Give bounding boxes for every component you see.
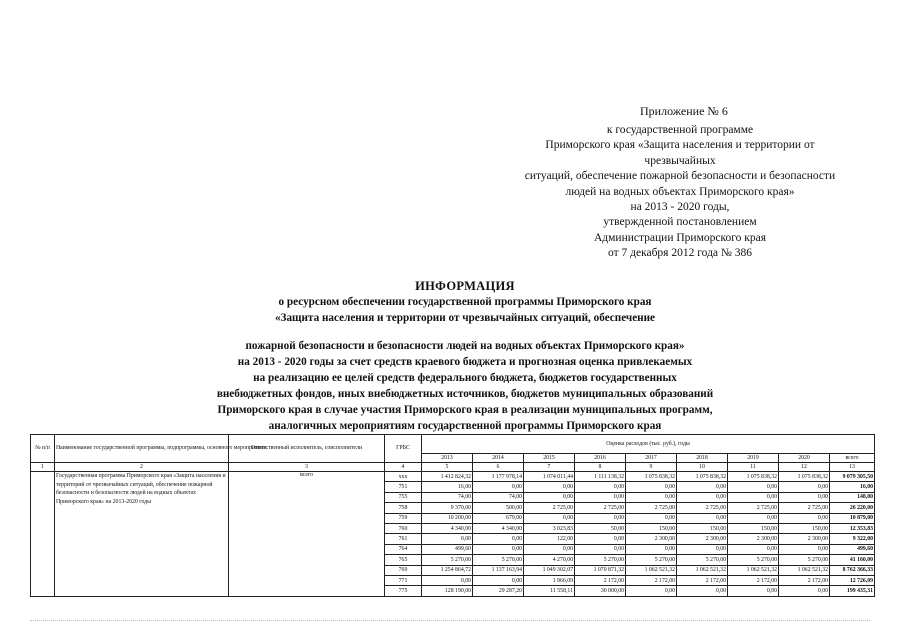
value-cell: 150,00 xyxy=(728,523,779,533)
value-cell: 1 075 838,32 xyxy=(677,472,728,482)
year-cell: 2015 xyxy=(524,454,575,463)
value-cell: 0,00 xyxy=(626,492,677,502)
value-cell: 2 300,00 xyxy=(677,534,728,544)
heading-line: о ресурсном обеспечении государственной программы Приморского края xyxy=(278,296,652,308)
value-cell: 4 340,00 xyxy=(473,523,524,533)
value-cell: 1 075 838,32 xyxy=(626,472,677,482)
resource-table xyxy=(30,434,875,597)
heading-line: на реализацию ее целей средств федерального бюджета, бюджетов государственных xyxy=(253,372,677,384)
value-cell: 1 070 871,32 xyxy=(575,565,626,575)
value-cell: 16,00 xyxy=(830,482,875,492)
value-cell: 499,60 xyxy=(830,544,875,554)
value-cell: 1 966,09 xyxy=(524,575,575,585)
value-cell: 150,00 xyxy=(677,523,728,533)
table-row xyxy=(31,472,875,482)
value-cell: 0,00 xyxy=(677,482,728,492)
value-cell: 0,00 xyxy=(779,544,830,554)
grbs-cell: 759 xyxy=(385,513,422,523)
value-cell: 0,00 xyxy=(626,513,677,523)
value-cell: 74,00 xyxy=(422,492,473,502)
value-cell: 0,00 xyxy=(626,482,677,492)
value-cell: 2 725,00 xyxy=(626,503,677,513)
value-cell: 5 270,00 xyxy=(575,555,626,565)
value-cell: 29 287,20 xyxy=(473,586,524,596)
heading-line: «Защита населения и территории от чрезвычайных ситуаций, обеспечение xyxy=(274,312,656,324)
responsible-cell: всего xyxy=(229,472,385,597)
value-cell: 0,00 xyxy=(626,586,677,596)
value-cell: 0,00 xyxy=(779,482,830,492)
value-cell: 5 270,00 xyxy=(626,555,677,565)
value-cell: 0,00 xyxy=(677,513,728,523)
value-cell: 4 340,00 xyxy=(422,523,473,533)
value-cell: 0,00 xyxy=(779,513,830,523)
value-cell: 5 270,00 xyxy=(677,555,728,565)
grbs-cell: 765 xyxy=(385,555,422,565)
value-cell: 1 075 838,32 xyxy=(779,472,830,482)
value-cell: 0,00 xyxy=(728,492,779,502)
value-cell: 2 725,00 xyxy=(677,503,728,513)
value-cell: 2 172,00 xyxy=(626,575,677,585)
value-cell: 0,00 xyxy=(677,492,728,502)
value-cell: 74,00 xyxy=(473,492,524,502)
approval-line: чрезвычайных xyxy=(644,154,716,167)
column-number-cell: 9 xyxy=(626,463,677,472)
approval-line: к государственной программе xyxy=(606,124,754,136)
value-cell: 2 300,00 xyxy=(728,534,779,544)
value-cell: 9 370,00 xyxy=(422,503,473,513)
value-cell: 1 412 824,32 xyxy=(422,472,473,482)
value-cell: 8 762 366,33 xyxy=(830,565,875,575)
header-name: Наименование государственной программы, подпрограммы, основного мероприятия xyxy=(55,435,229,463)
value-cell: 0,00 xyxy=(524,482,575,492)
table-body xyxy=(31,472,875,597)
value-cell: 2 725,00 xyxy=(524,503,575,513)
column-number-cell: 5 xyxy=(422,463,473,472)
value-cell: 3 023,83 xyxy=(524,523,575,533)
value-cell: 5 270,00 xyxy=(779,555,830,565)
value-cell: 0,00 xyxy=(575,482,626,492)
grbs-cell: 755 xyxy=(385,492,422,502)
approval-line: от 7 декабря 2012 года № 386 xyxy=(607,247,752,260)
value-cell: 50,00 xyxy=(575,523,626,533)
column-number-cell: 12 xyxy=(779,463,830,472)
program-name-cell: Государственная программа Приморского края «Защита населения и территорий от чрезвычайных ситуаций, обеспечение пожарной безопасности и безопасности людей на водных объектах Приморского края» на 2013-2020 годы xyxy=(55,472,229,597)
heading-title: ИНФОРМАЦИЯ xyxy=(415,279,515,293)
value-cell: 0,00 xyxy=(575,513,626,523)
heading-line: на 2013 - 2020 годы за счет средств краевого бюджета и прогнозная оценка привлекаемых xyxy=(237,356,693,368)
value-cell: 500,00 xyxy=(473,503,524,513)
value-cell: 1 062 521,32 xyxy=(728,565,779,575)
value-cell: 5 270,00 xyxy=(728,555,779,565)
value-cell: 0,00 xyxy=(677,544,728,554)
column-number-cell: 13 xyxy=(830,463,875,472)
value-cell: 0,00 xyxy=(779,586,830,596)
value-cell: 1 137 163,94 xyxy=(473,565,524,575)
value-cell: 0,00 xyxy=(473,575,524,585)
value-cell: 2 172,00 xyxy=(728,575,779,585)
value-cell: 2 172,00 xyxy=(677,575,728,585)
value-cell: 0,00 xyxy=(524,513,575,523)
value-cell: 150,00 xyxy=(779,523,830,533)
value-cell: 0,00 xyxy=(422,534,473,544)
column-number-cell: 7 xyxy=(524,463,575,472)
value-cell: 499,60 xyxy=(422,544,473,554)
year-cell: всего xyxy=(830,454,875,463)
value-cell: 0,00 xyxy=(575,544,626,554)
header-responsible: Ответственный исполнитель, соисполнители xyxy=(229,435,385,463)
value-cell: 30 000,00 xyxy=(575,586,626,596)
value-cell: 1 111 138,32 xyxy=(575,472,626,482)
grbs-cell: 764 xyxy=(385,544,422,554)
value-cell: 5 270,00 xyxy=(473,555,524,565)
value-cell: 1 254 864,72 xyxy=(422,565,473,575)
column-number-cell: 4 xyxy=(385,463,422,472)
heading-line: пожарной безопасности и безопасности людей на водных объектах Приморского края» xyxy=(245,340,685,352)
column-number-cell: 8 xyxy=(575,463,626,472)
heading-lines-b xyxy=(140,338,790,434)
appendix-number: Приложение № 6 xyxy=(640,104,728,118)
column-number-cell: 11 xyxy=(728,463,779,472)
year-cell: 2017 xyxy=(626,454,677,463)
table-header-row xyxy=(31,435,875,454)
value-cell: 12 726,09 xyxy=(830,575,875,585)
grbs-cell: 758 xyxy=(385,503,422,513)
grbs-cell: 751 xyxy=(385,482,422,492)
value-cell: 0,00 xyxy=(779,492,830,502)
value-cell: 2 172,00 xyxy=(779,575,830,585)
value-cell: 0,00 xyxy=(524,544,575,554)
heading-line: аналогичных мероприятиям государственной программы Приморского края xyxy=(268,420,662,432)
heading-line: внебюджетных фондов, иных внебюджетных источников, бюджетов муниципальных образований xyxy=(216,388,714,400)
value-cell: 2 300,00 xyxy=(626,534,677,544)
value-cell: 16,00 xyxy=(422,482,473,492)
value-cell: 1 074 011,44 xyxy=(524,472,575,482)
grbs-cell: 769 xyxy=(385,565,422,575)
year-cell: 2019 xyxy=(728,454,779,463)
value-cell: 2 725,00 xyxy=(575,503,626,513)
grbs-cell: ххх xyxy=(385,472,422,482)
grbs-cell: 771 xyxy=(385,575,422,585)
row-num-cell xyxy=(31,472,55,597)
table-column-number-row xyxy=(31,463,875,472)
value-cell: 1 062 521,32 xyxy=(779,565,830,575)
value-cell: 11 558,11 xyxy=(524,586,575,596)
heading-lines-a xyxy=(140,294,790,326)
document-heading xyxy=(140,278,790,434)
approval-line: Приморского края «Защита населения и территории от xyxy=(545,139,815,152)
value-cell: 0,00 xyxy=(728,513,779,523)
page-bottom-edge xyxy=(30,612,870,621)
value-cell: 679,00 xyxy=(473,513,524,523)
header-grbs: ГРБС xyxy=(385,435,422,463)
approval-line: на 2013 - 2020 годы, xyxy=(630,201,730,214)
year-cell: 2014 xyxy=(473,454,524,463)
value-cell: 2 725,00 xyxy=(728,503,779,513)
approval-line: ситуаций, обеспечение пожарной безопасности и безопасности xyxy=(524,170,836,183)
approval-block xyxy=(500,123,860,262)
year-cell: 2018 xyxy=(677,454,728,463)
value-cell: 9 079 305,50 xyxy=(830,472,875,482)
value-cell: 1 075 838,32 xyxy=(728,472,779,482)
header-estimate: Оценка расходов (тыс. руб.), годы xyxy=(422,435,875,454)
heading-line: Приморского края в случае участия Приморского края в реализации муниципальных программ, xyxy=(217,404,713,416)
header-num: № п/п xyxy=(31,435,55,463)
value-cell: 0,00 xyxy=(473,482,524,492)
value-cell: 0,00 xyxy=(575,492,626,502)
value-cell: 0,00 xyxy=(626,544,677,554)
value-cell: 41 160,00 xyxy=(830,555,875,565)
column-number-cell: 6 xyxy=(473,463,524,472)
value-cell: 10 879,00 xyxy=(830,513,875,523)
value-cell: 2 300,00 xyxy=(779,534,830,544)
value-cell: 0,00 xyxy=(473,544,524,554)
value-cell: 2 725,00 xyxy=(779,503,830,513)
year-cell: 2020 xyxy=(779,454,830,463)
value-cell: 5 270,00 xyxy=(422,555,473,565)
value-cell: 0,00 xyxy=(728,586,779,596)
value-cell: 1 177 978,14 xyxy=(473,472,524,482)
value-cell: 10 200,00 xyxy=(422,513,473,523)
column-number-cell: 2 xyxy=(55,463,229,472)
value-cell: 0,00 xyxy=(524,492,575,502)
value-cell: 9 322,00 xyxy=(830,534,875,544)
value-cell: 1 049 302,07 xyxy=(524,565,575,575)
column-number-cell: 10 xyxy=(677,463,728,472)
value-cell: 128 190,00 xyxy=(422,586,473,596)
approval-line: Администрации Приморского края xyxy=(594,231,766,244)
grbs-cell: 760 xyxy=(385,523,422,533)
year-cell: 2013 xyxy=(422,454,473,463)
value-cell: 1 062 521,32 xyxy=(626,565,677,575)
value-cell: 4 270,00 xyxy=(524,555,575,565)
value-cell: 0,00 xyxy=(473,534,524,544)
value-cell: 199 435,31 xyxy=(830,586,875,596)
value-cell: 0,00 xyxy=(728,482,779,492)
value-cell: 0,00 xyxy=(728,544,779,554)
value-cell: 1 062 521,32 xyxy=(677,565,728,575)
value-cell: 0,00 xyxy=(422,575,473,585)
value-cell: 0,00 xyxy=(677,586,728,596)
approval-line: утвержденной постановлением xyxy=(603,216,757,229)
value-cell: 26 220,00 xyxy=(830,503,875,513)
value-cell: 12 353,83 xyxy=(830,523,875,533)
value-cell: 150,00 xyxy=(626,523,677,533)
value-cell: 2 172,00 xyxy=(575,575,626,585)
grbs-cell: 761 xyxy=(385,534,422,544)
value-cell: 0,00 xyxy=(575,534,626,544)
grbs-cell: 775 xyxy=(385,586,422,596)
approval-line: людей на водных объектах Приморского края» xyxy=(565,185,795,198)
value-cell: 148,00 xyxy=(830,492,875,502)
column-number-cell: 1 xyxy=(31,463,55,472)
column-number-cell: 3 xyxy=(229,463,385,472)
year-cell: 2016 xyxy=(575,454,626,463)
value-cell: 122,00 xyxy=(524,534,575,544)
